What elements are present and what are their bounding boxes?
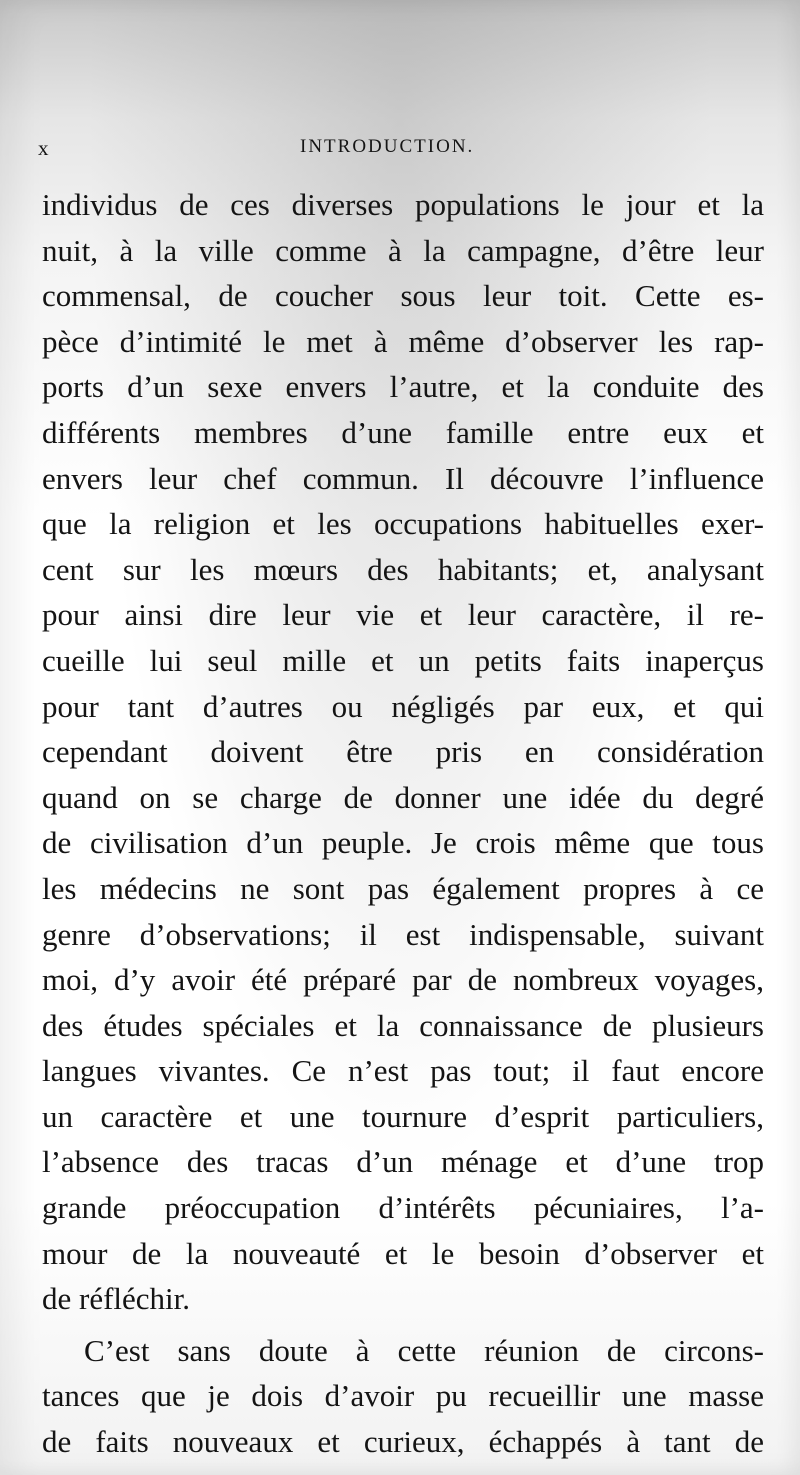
text-line: genre d’observations; il est indispensable, suivant bbox=[42, 916, 764, 952]
body-text bbox=[42, 182, 764, 1465]
text-line: commensal, de coucher sous leur toit. Cette es- bbox=[42, 278, 764, 314]
text-line: langues vivantes. Ce n’est pas tout; il faut encore bbox=[42, 1053, 764, 1089]
text-line: cueille lui seul mille et un petits faits inaperçus bbox=[42, 642, 764, 678]
text-line: des études spéciales et la connaissance de plusieurs bbox=[42, 1007, 764, 1043]
running-title: INTRODUCTION. bbox=[300, 136, 475, 157]
text-line: cependant doivent être pris en considération bbox=[42, 734, 764, 770]
text-line: moi, d’y avoir été préparé par de nombreux voyages, bbox=[42, 962, 764, 998]
text-line: mour de la nouveauté et le besoin d’observer et bbox=[42, 1235, 764, 1271]
text-line: ports d’un sexe envers l’autre, et la conduite des bbox=[42, 369, 764, 405]
page-number: x bbox=[38, 136, 50, 160]
text-line: envers leur chef commun. Il découvre l’influence bbox=[42, 460, 764, 496]
text-line: que la religion et les occupations habituelles exer- bbox=[42, 506, 764, 542]
text-line: C’est sans doute à cette réunion de circons- bbox=[84, 1332, 764, 1368]
text-line: tances que je dois d’avoir pu recueillir une masse bbox=[42, 1378, 764, 1414]
running-head bbox=[38, 132, 760, 162]
text-line: de civilisation d’un peuple. Je crois même que tous bbox=[42, 825, 764, 861]
paragraph bbox=[42, 1328, 764, 1465]
text-line: cent sur les mœurs des habitants; et, analysant bbox=[42, 551, 764, 587]
text-line: pour tant d’autres ou négligés par eux, et qui bbox=[42, 688, 764, 724]
text-line: grande préoccupation d’intérêts pécuniaires, l’a- bbox=[42, 1190, 764, 1226]
text-line: pour ainsi dire leur vie et leur caractère, il re- bbox=[42, 597, 764, 633]
text-line: l’absence des tracas d’un ménage et d’une trop bbox=[42, 1144, 764, 1180]
text-line: les médecins ne sont pas également propres à ce bbox=[42, 870, 764, 906]
text-line: un caractère et une tournure d’esprit particuliers, bbox=[42, 1098, 764, 1134]
text-line: de réfléchir. bbox=[42, 1281, 191, 1317]
text-line: pèce d’intimité le met à même d’observer les rap- bbox=[42, 323, 764, 359]
text-line: nuit, à la ville comme à la campagne, d’être leur bbox=[42, 232, 764, 268]
paragraph bbox=[42, 182, 764, 1322]
text-line: de faits nouveaux et curieux, échappés à tant de bbox=[42, 1424, 764, 1460]
text-line: quand on se charge de donner une idée du degré bbox=[42, 779, 764, 815]
text-line: individus de ces diverses populations le jour et la bbox=[42, 187, 764, 222]
text-line: différents membres d’une famille entre eux et bbox=[42, 414, 764, 450]
